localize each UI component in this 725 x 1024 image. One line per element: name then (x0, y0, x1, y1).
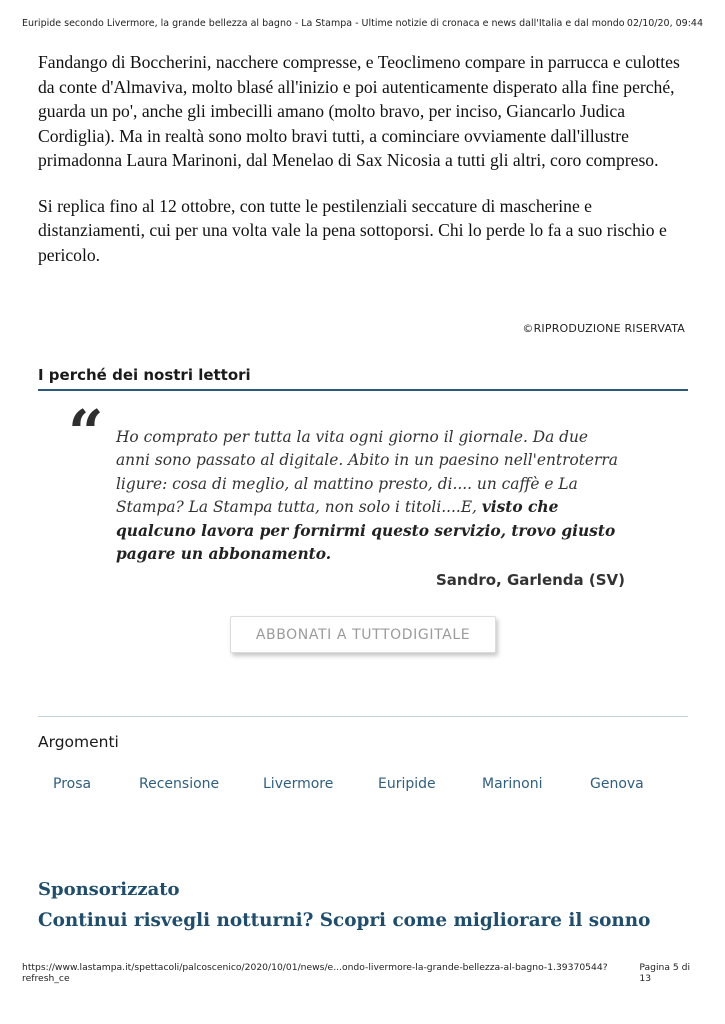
topic-link-prosa[interactable]: Prosa (53, 776, 92, 792)
article-paragraph: Fandango di Boccherini, nacchere compresse, e Teoclimeno compare in parrucca e culottes da conte d'Almaviva, molto blasé all'inizio e poi autenticamente disperato alla fine perché, guarda un po', anche gli imbecilli amano (molto bravo, per inciso, Giancarlo Judica Cordiglia). Ma in realtà sono molto bravi tutti, a cominciare ovviamente dall'illustre primadonna Laura Marinoni, dal Menelao di Sax Nicosia a tutti gli altri, coro compreso. (38, 52, 680, 170)
article-body (38, 50, 688, 288)
print-datetime: 02/10/20, 09:44 (626, 18, 703, 29)
sponsored-label: Sponsorizzato (38, 879, 180, 900)
print-header (22, 18, 703, 29)
quote-text-bold: visto che qualcuno lavora per fornirmi questo servizio, trovo giusto pagare un abbonamento. (116, 498, 616, 564)
reader-quote (116, 426, 626, 566)
copyright-notice: ©RIPRODUZIONE RISERVATA (522, 322, 685, 335)
section-divider (38, 716, 688, 717)
print-url: https://www.lastampa.it/spettacoli/palcoscenico/2020/10/01/news/e...ondo-livermore-la-grande-bellezza-al-bagno-1.39370544?refresh_ce (22, 962, 608, 984)
topic-link-marinoni[interactable]: Marinoni (482, 776, 543, 792)
print-footer (22, 962, 703, 984)
topic-link-recensione[interactable]: Recensione (139, 776, 220, 792)
quote-icon: “ (68, 396, 104, 469)
topic-link-euripide[interactable]: Euripide (378, 776, 436, 792)
print-page-number: Pagina 5 di 13 (639, 962, 691, 984)
quote-author: Sandro, Garlenda (SV) (436, 571, 625, 589)
subscribe-button[interactable]: ABBONATI A TUTTODIGITALE (230, 616, 496, 653)
topics-title: Argomenti (38, 733, 119, 751)
readers-section-title: I perché dei nostri lettori (38, 366, 251, 384)
quote-text-plain: Ho comprato per tutta la vita ogni giorno il giornale. Da due anni sono passato al digitale. Abito in un paesino nell'entroterra ligure: cosa di meglio, al mattino presto, di.... un caffè e La Stampa? La Stampa tutta, non solo i titoli....E, (116, 428, 618, 517)
topic-link-livermore[interactable]: Livermore (263, 776, 334, 792)
topic-link-genova[interactable]: Genova (590, 776, 644, 792)
article-paragraph: Si replica fino al 12 ottobre, con tutte le pestilenziali seccature di mascherine e distanziamenti, cui per una volta vale la pena sottoporsi. Chi lo perde lo fa a suo rischio e pericolo. (38, 195, 667, 265)
print-page-title: Euripide secondo Livermore, la grande bellezza al bagno - La Stampa - Ultime notizie di cronaca e news dall'Italia e dal mondo (22, 18, 625, 29)
section-divider (38, 389, 688, 391)
sponsored-headline-link[interactable]: Continui risvegli notturni? Scopri come migliorare il sonno (38, 910, 651, 931)
